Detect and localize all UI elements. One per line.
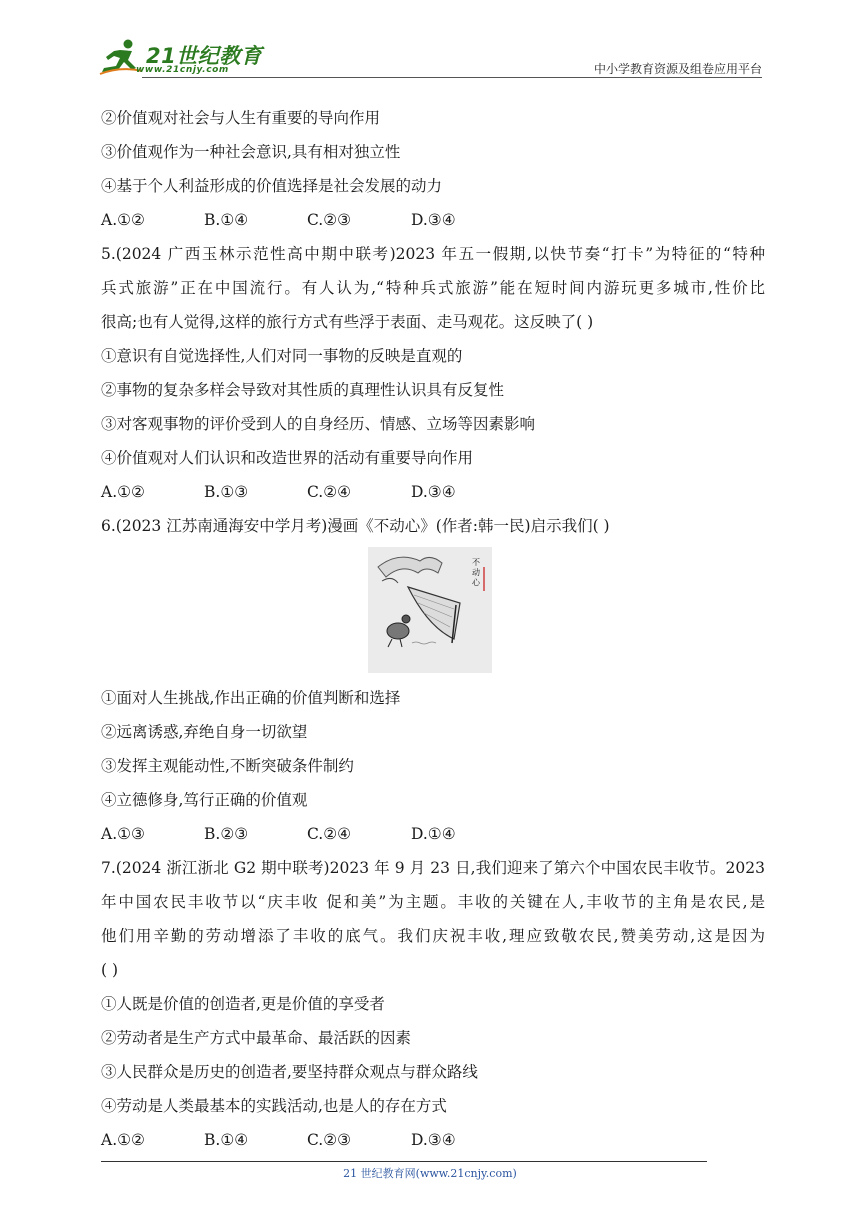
- header-divider: [142, 77, 762, 78]
- q7-item: ③人民群众是历史的创造者,要坚持群众观点与群众路线: [101, 1063, 478, 1081]
- q5-item: ②事物的复杂多样会导致对其性质的真理性认识具有反复性: [101, 381, 505, 399]
- platform-name: 中小学教育资源及组卷应用平台: [593, 62, 762, 76]
- q4-item: ④基于个人利益形成的价值选择是社会发展的动力: [101, 177, 443, 195]
- option-c[interactable]: C.②④: [307, 825, 352, 843]
- q6-options: [101, 817, 765, 851]
- q7-item: ①人既是价值的创造者,更是价值的享受者: [101, 995, 385, 1013]
- svg-text:不: 不: [472, 558, 480, 567]
- option-d[interactable]: D.③④: [411, 1131, 456, 1149]
- site-logo[interactable]: [96, 36, 276, 78]
- option-a[interactable]: A.①②: [101, 1131, 145, 1149]
- q5-options: [101, 475, 765, 509]
- q6-item: ③发挥主观能动性,不断突破条件制约: [101, 757, 354, 775]
- footer-divider: [101, 1161, 707, 1162]
- option-c[interactable]: C.②③: [307, 211, 352, 229]
- q6-stem: 6.(2023 江苏南通海安中学月考)漫画《不动心》(作者:韩一民)启示我们( ): [101, 517, 610, 535]
- q4-options: [101, 203, 765, 237]
- page-header: [96, 36, 762, 80]
- option-a[interactable]: A.①③: [101, 825, 145, 843]
- option-b[interactable]: B.①④: [204, 1131, 249, 1149]
- question-content: [101, 101, 765, 1157]
- q7-item: ②劳动者是生产方式中最革命、最活跃的因素: [101, 1029, 412, 1047]
- svg-text:心: 心: [472, 578, 480, 587]
- q5-item: ④价值观对人们认识和改造世界的活动有重要导向作用: [101, 449, 474, 467]
- option-d[interactable]: D.③④: [411, 211, 456, 229]
- cartoon-illustration: [368, 547, 492, 673]
- q7-item: ④劳动是人类最基本的实践活动,也是人的存在方式: [101, 1097, 447, 1115]
- q6-item: ①面对人生挑战,作出正确的价值判断和选择: [101, 689, 401, 707]
- q5-stem: 兵式旅游”正在中国流行。有人认为,“特种兵式旅游”能在短时间内游玩更多城市,性价比: [101, 279, 765, 297]
- cartoon-image: [368, 547, 492, 673]
- option-b[interactable]: B.①③: [204, 483, 249, 501]
- q5-stem: 5.(2024 广西玉林示范性高中期中联考)2023 年五一假期,以快节奏“打卡”为特征的“特种: [101, 245, 765, 263]
- q6-item: ②远离诱惑,弃绝自身一切欲望: [101, 723, 308, 741]
- option-c[interactable]: C.②③: [307, 1131, 352, 1149]
- option-b[interactable]: B.①④: [204, 211, 249, 229]
- option-a[interactable]: A.①②: [101, 483, 145, 501]
- logo-title: 21世纪教育: [146, 44, 263, 68]
- q4-item: ②价值观对社会与人生有重要的导向作用: [101, 109, 381, 127]
- option-d[interactable]: D.①④: [411, 825, 456, 843]
- q4-item: ③价值观作为一种社会意识,具有相对独立性: [101, 143, 401, 161]
- q7-stem: 7.(2024 浙江浙北 G2 期中联考)2023 年 9 月 23 日,我们迎来了第六个中国农民丰收节。2023: [101, 859, 765, 877]
- option-d[interactable]: D.③④: [411, 483, 456, 501]
- option-c[interactable]: C.②④: [307, 483, 352, 501]
- logo-url: www.21cnjy.com: [136, 65, 229, 75]
- svg-text:动: 动: [472, 568, 480, 577]
- q5-item: ①意识有自觉选择性,人们对同一事物的反映是直观的: [101, 347, 463, 365]
- option-b[interactable]: B.②③: [204, 825, 249, 843]
- q7-options: [101, 1123, 765, 1157]
- q7-stem: 年中国农民丰收节以“庆丰收 促和美”为主题。丰收的关键在人,丰收节的主角是农民,是: [101, 893, 765, 911]
- footer-link[interactable]: 21 世纪教育网(www.21cnjy.com): [343, 1167, 517, 1180]
- q6-item: ④立德修身,笃行正确的价值观: [101, 791, 308, 809]
- q7-stem: 他们用辛勤的劳动增添了丰收的底气。我们庆祝丰收,理应致敬农民,赞美劳动,这是因为: [101, 927, 765, 945]
- q7-stem: ( ): [101, 961, 119, 979]
- option-a[interactable]: A.①②: [101, 211, 145, 229]
- q5-stem: 很高;也有人觉得,这样的旅行方式有些浮于表面、走马观花。这反映了( ): [101, 313, 594, 331]
- q5-item: ③对客观事物的评价受到人的自身经历、情感、立场等因素影响: [101, 415, 536, 433]
